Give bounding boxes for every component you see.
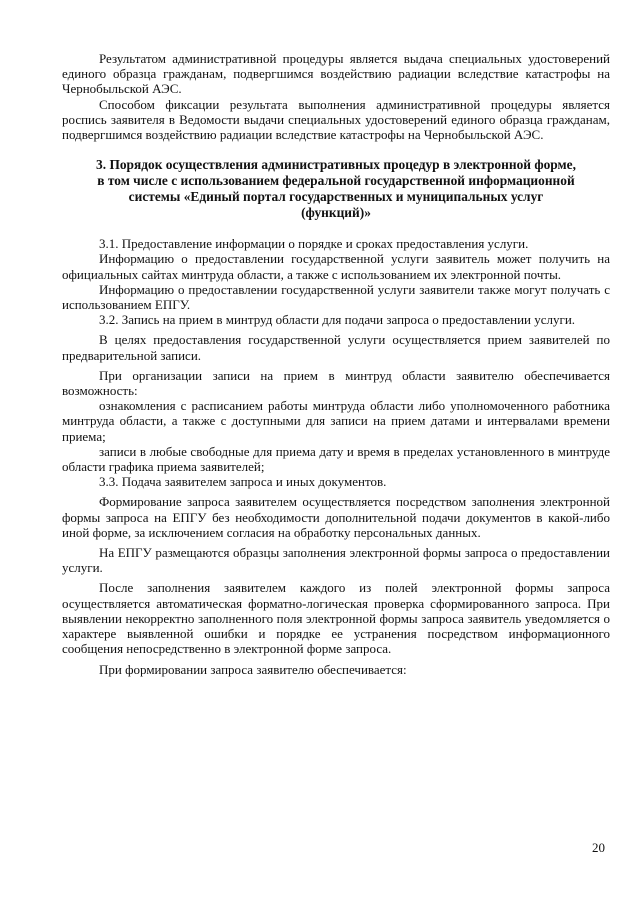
body-paragraph: При формировании запроса заявителю обеспечивается: (99, 661, 407, 677)
body-paragraph: ознакомления с расписанием работы минтруда области либо уполномоченного работника минтруда области, а также с доступными для записи на прием датами и интервалами времени приема; (62, 398, 610, 444)
section-heading-line: 3. Порядок осуществления административных процедур в электронной форме, (96, 157, 576, 173)
page-number: 20 (592, 840, 605, 855)
body-paragraph: На ЕПГУ размещаются образцы заполнения электронной формы запроса о предоставлении услуги. (62, 545, 610, 576)
body-paragraph: Способом фиксации результата выполнения административной процедуры является роспись заявителя в Ведомости выдачи специальных удостоверений единого образца гражданам, подвергшимся воздействию радиации вследствие катастрофы на Чернобыльской АЭС. (62, 96, 610, 143)
section-heading-line: системы «Единый портал государственных и муниципальных услуг (128, 189, 544, 205)
body-paragraph: После заполнения заявителем каждого из полей электронной формы запроса осуществляется автоматическая форматно-логическая проверка сформированного запроса. При выявлении некорректно заполненного поля электронной формы запроса заявитель уведомляется о характере выявленной ошибки и порядке ее устранения посредством информационного сообщения непосредственно в электронной форме запроса. (62, 580, 610, 657)
section-heading-line: (функций)» (301, 205, 371, 221)
body-paragraph: Формирование запроса заявителем осуществляется посредством заполнения электронной формы запроса на ЕПГУ без необходимости дополнительной подачи документов в какой-либо иной форме, за исключением согласия на обработку персональных данных. (62, 494, 610, 540)
body-paragraph: В целях предоставления государственной услуги осуществляется прием заявителей по предварительной записи. (62, 332, 610, 363)
body-paragraph: 3.1. Предоставление информации о порядке и сроках предоставления услуги. (99, 236, 529, 252)
body-paragraph: Информацию о предоставлении государственной услуги заявители также могут получать с использованием ЕПГУ. (62, 281, 610, 313)
section-heading-line: в том числе с использованием федеральной государственной информационной (97, 173, 575, 189)
body-paragraph: Информацию о предоставлении государственной услуги заявитель может получить на официальных сайтах минтруда области, а также с использованием их электронной почты. (62, 251, 610, 282)
body-paragraph: Результатом административной процедуры является выдача специальных удостоверений единого образца гражданам, подвергшимся воздействию радиации вследствие катастрофы на Чернобыльской АЭС. (62, 51, 610, 97)
body-paragraph: 3.2. Запись на прием в минтруд области для подачи запроса о предоставлении услуги. (99, 312, 576, 328)
section-heading (62, 157, 610, 221)
body-paragraph: записи в любые свободные для приема дату и время в пределах установленного в минтруде области графика приема заявителей; (62, 443, 610, 475)
body-paragraph: 3.3. Подача заявителем запроса и иных документов. (99, 474, 387, 490)
page-content (62, 51, 610, 677)
body-paragraph: При организации записи на прием в минтруд области заявителю обеспечивается возможность: (62, 367, 610, 399)
